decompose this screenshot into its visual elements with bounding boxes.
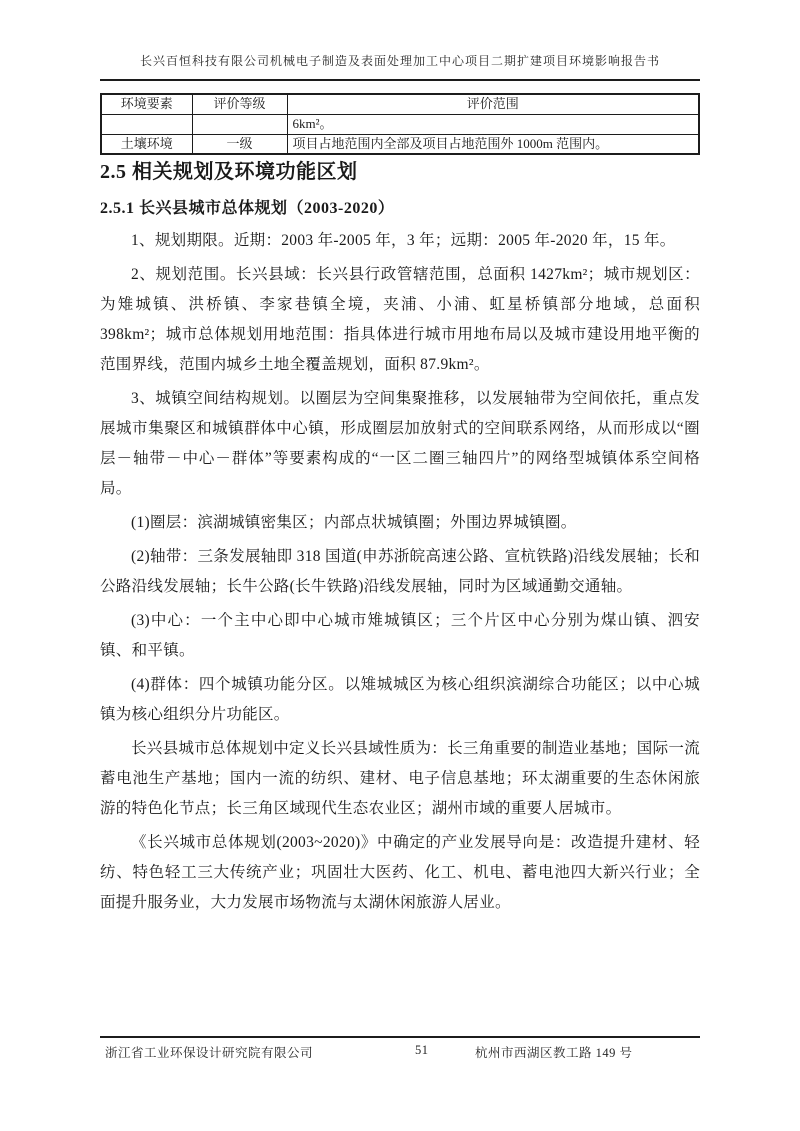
- subsection-heading: 2.5.1 长兴县城市总体规划（2003-2020）: [100, 200, 395, 217]
- footer-address: 杭州市西湖区教工路 149 号: [475, 1046, 633, 1060]
- body-text: [100, 226, 700, 918]
- document-footer: [100, 1036, 700, 1063]
- table-row: [101, 134, 699, 154]
- cell-grade: 一级: [192, 134, 287, 154]
- column-header-element: 环境要素: [101, 94, 192, 114]
- evaluation-scope-table: [100, 93, 700, 155]
- table-row: [101, 114, 699, 134]
- cell-element: [101, 114, 192, 134]
- paragraph-center: (3)中心：一个主中心即中心城市雉城镇区；三个片区中心分别为煤山镇、泗安镇、和平镇。: [100, 612, 700, 659]
- paragraph-spatial-structure: 3、城镇空间结构规划。以圈层为空间集聚推移，以发展轴带为空间依托，重点发展城市集聚区和城镇群体中心镇，形成圈层加放射式的空间联系网络，从而形成以“圈层－轴带－中心－群体”等要素构成的“一区二圈三轴四片”的网络型城镇体系空间格局。: [100, 390, 700, 497]
- paragraph-group: (4)群体：四个城镇功能分区。以雉城城区为核心组织滨湖综合功能区；以中心城镇为核心组织分片功能区。: [100, 676, 700, 723]
- header-divider: [100, 79, 700, 81]
- paragraph-county-nature: 长兴县城市总体规划中定义长兴县域性质为：长三角重要的制造业基地；国际一流蓄电池生产基地；国内一流的纺织、建材、电子信息基地；环太湖重要的生态休闲旅游的特色化节点；长三角区域现代生态农业区；湖州市域的重要人居城市。: [100, 740, 700, 817]
- document-header-title: 长兴百恒科技有限公司机械电子制造及表面处理加工中心项目二期扩建项目环境影响报告书: [139, 54, 660, 68]
- paragraph-industry-orientation: 《长兴城市总体规划(2003~2020)》中确定的产业发展导向是：改造提升建材、轻纺、特色轻工三大传统产业；巩固壮大医药、化工、机电、蓄电池四大新兴行业；全面提升服务业，大力发展市场物流与太湖休闲旅游人居业。: [100, 834, 700, 911]
- paragraph-planning-scope: 2、规划范围。长兴县域：长兴县行政管辖范围，总面积 1427km²；城市规划区：为雉城镇、洪桥镇、李家巷镇全境，夹浦、小浦、虹星桥镇部分地域，总面积 398km²；城市总体规划用地范围：指具体进行城市用地布局以及城市建设用地平衡的范围界线，范围内城乡土地全覆盖规划，面积 87.9km²。: [100, 266, 700, 373]
- paragraph-planning-period: 1、规划期限。近期：2003 年-2005 年，3 年；远期：2005 年-2020 年，15 年。: [131, 232, 676, 249]
- paragraph-axis-belt: (2)轴带：三条发展轴即 318 国道(申苏浙皖高速公路、宣杭铁路)沿线发展轴；长和公路沿线发展轴；长牛公路(长牛铁路)沿线发展轴，同时为区域通勤交通轴。: [100, 548, 700, 595]
- section-heading: 2.5 相关规划及环境功能区划: [100, 161, 358, 183]
- cell-grade: [192, 114, 287, 134]
- cell-scope: 项目占地范围内全部及项目占地范围外 1000m 范围内。: [287, 134, 699, 154]
- footer-row: [100, 1043, 700, 1063]
- table-header-row: [101, 94, 699, 114]
- column-header-scope: 评价范围: [287, 94, 699, 114]
- cell-scope: 6km²。: [287, 114, 699, 134]
- paragraph-circle-layer: (1)圈层：滨湖城镇密集区；内部点状城镇圈；外围边界城镇圈。: [131, 514, 577, 531]
- footer-page-number: 51: [415, 1043, 429, 1057]
- column-header-grade: 评价等级: [192, 94, 287, 114]
- footer-company-name: 浙江省工业环保设计研究院有限公司: [105, 1046, 314, 1060]
- cell-element: 土壤环境: [101, 134, 192, 154]
